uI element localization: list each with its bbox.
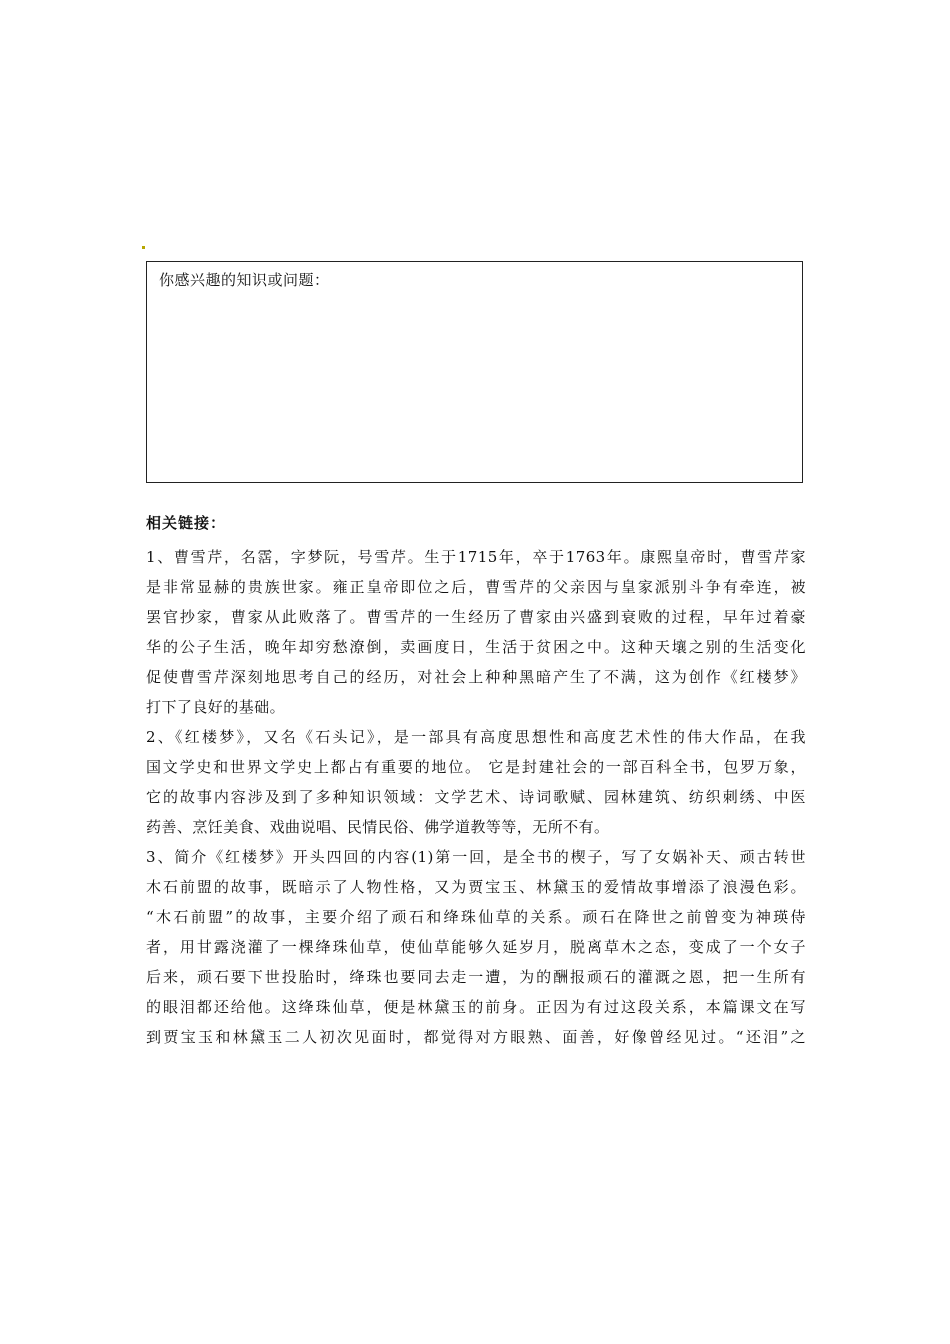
notes-box[interactable]: [146, 261, 803, 483]
text-line: 3、简介《红楼梦》开头四回的内容(1)第一回，是全书的楔子，写了女娲补天、顽古转世: [146, 848, 806, 866]
text-line: 国文学史和世界文学史上都占有重要的地位。 它是封建社会的一部百科全书，包罗万象，: [146, 758, 806, 776]
text-line: 华的公子生活，晚年却穷愁潦倒，卖画度日，生活于贫困之中。这种天壤之别的生活变化: [146, 638, 806, 656]
text-line: 木石前盟的故事，既暗示了人物性格，又为贾宝玉、林黛玉的爱情故事增添了浪漫色彩。: [146, 878, 806, 896]
text-line: 打下了良好的基础。: [146, 698, 286, 716]
text-line: 1、曹雪芹，名霑，字梦阮，号雪芹。生于1715年，卒于1763年。康熙皇帝时，曹雪芹家: [146, 548, 806, 566]
section-title-related-links: 相关链接：: [146, 514, 227, 532]
text-line: 2、《红楼梦》，又名《石头记》，是一部具有高度思想性和高度艺术性的伟大作品，在我: [146, 728, 806, 746]
text-line: 后来，顽石要下世投胎时，绛珠也要同去走一遭，为的酬报顽石的灌溉之恩，把一生所有: [146, 968, 806, 986]
text-line: 者，用甘露浇灌了一棵绛珠仙草，使仙草能够久延岁月，脱离草木之态，变成了一个女子: [146, 938, 806, 956]
marker-dot: [142, 246, 145, 249]
text-line: 是非常显赫的贵族世家。雍正皇帝即位之后，曹雪芹的父亲因与皇家派别斗争有牵连，被: [146, 578, 806, 596]
text-line: 它的故事内容涉及到了多种知识领域：文学艺术、诗词歌赋、园林建筑、纺织刺绣、中医: [146, 788, 806, 806]
text-line: 的眼泪都还给他。这绛珠仙草，便是林黛玉的前身。正因为有过这段关系，本篇课文在写: [146, 998, 806, 1016]
text-line: 罢官抄家，曹家从此败落了。曹雪芹的一生经历了曹家由兴盛到衰败的过程，早年过着豪: [146, 608, 806, 626]
text-line: 促使曹雪芹深刻地思考自己的经历，对社会上种种黑暗产生了不满，这为创作《红楼梦》: [146, 668, 806, 686]
text-line: 药善、烹饪美食、戏曲说唱、民情民俗、佛学道教等等，无所不有。: [146, 818, 610, 836]
related-links-body: [146, 542, 806, 1052]
notes-box-label: 你感兴趣的知识或问题：: [159, 271, 330, 289]
text-line: “木石前盟”的故事，主要介绍了顽石和绛珠仙草的关系。顽石在降世之前曾变为神瑛侍: [146, 908, 806, 926]
text-line: 到贾宝玉和林黛玉二人初次见面时，都觉得对方眼熟、面善，好像曾经见过。“还泪”之: [146, 1028, 806, 1046]
